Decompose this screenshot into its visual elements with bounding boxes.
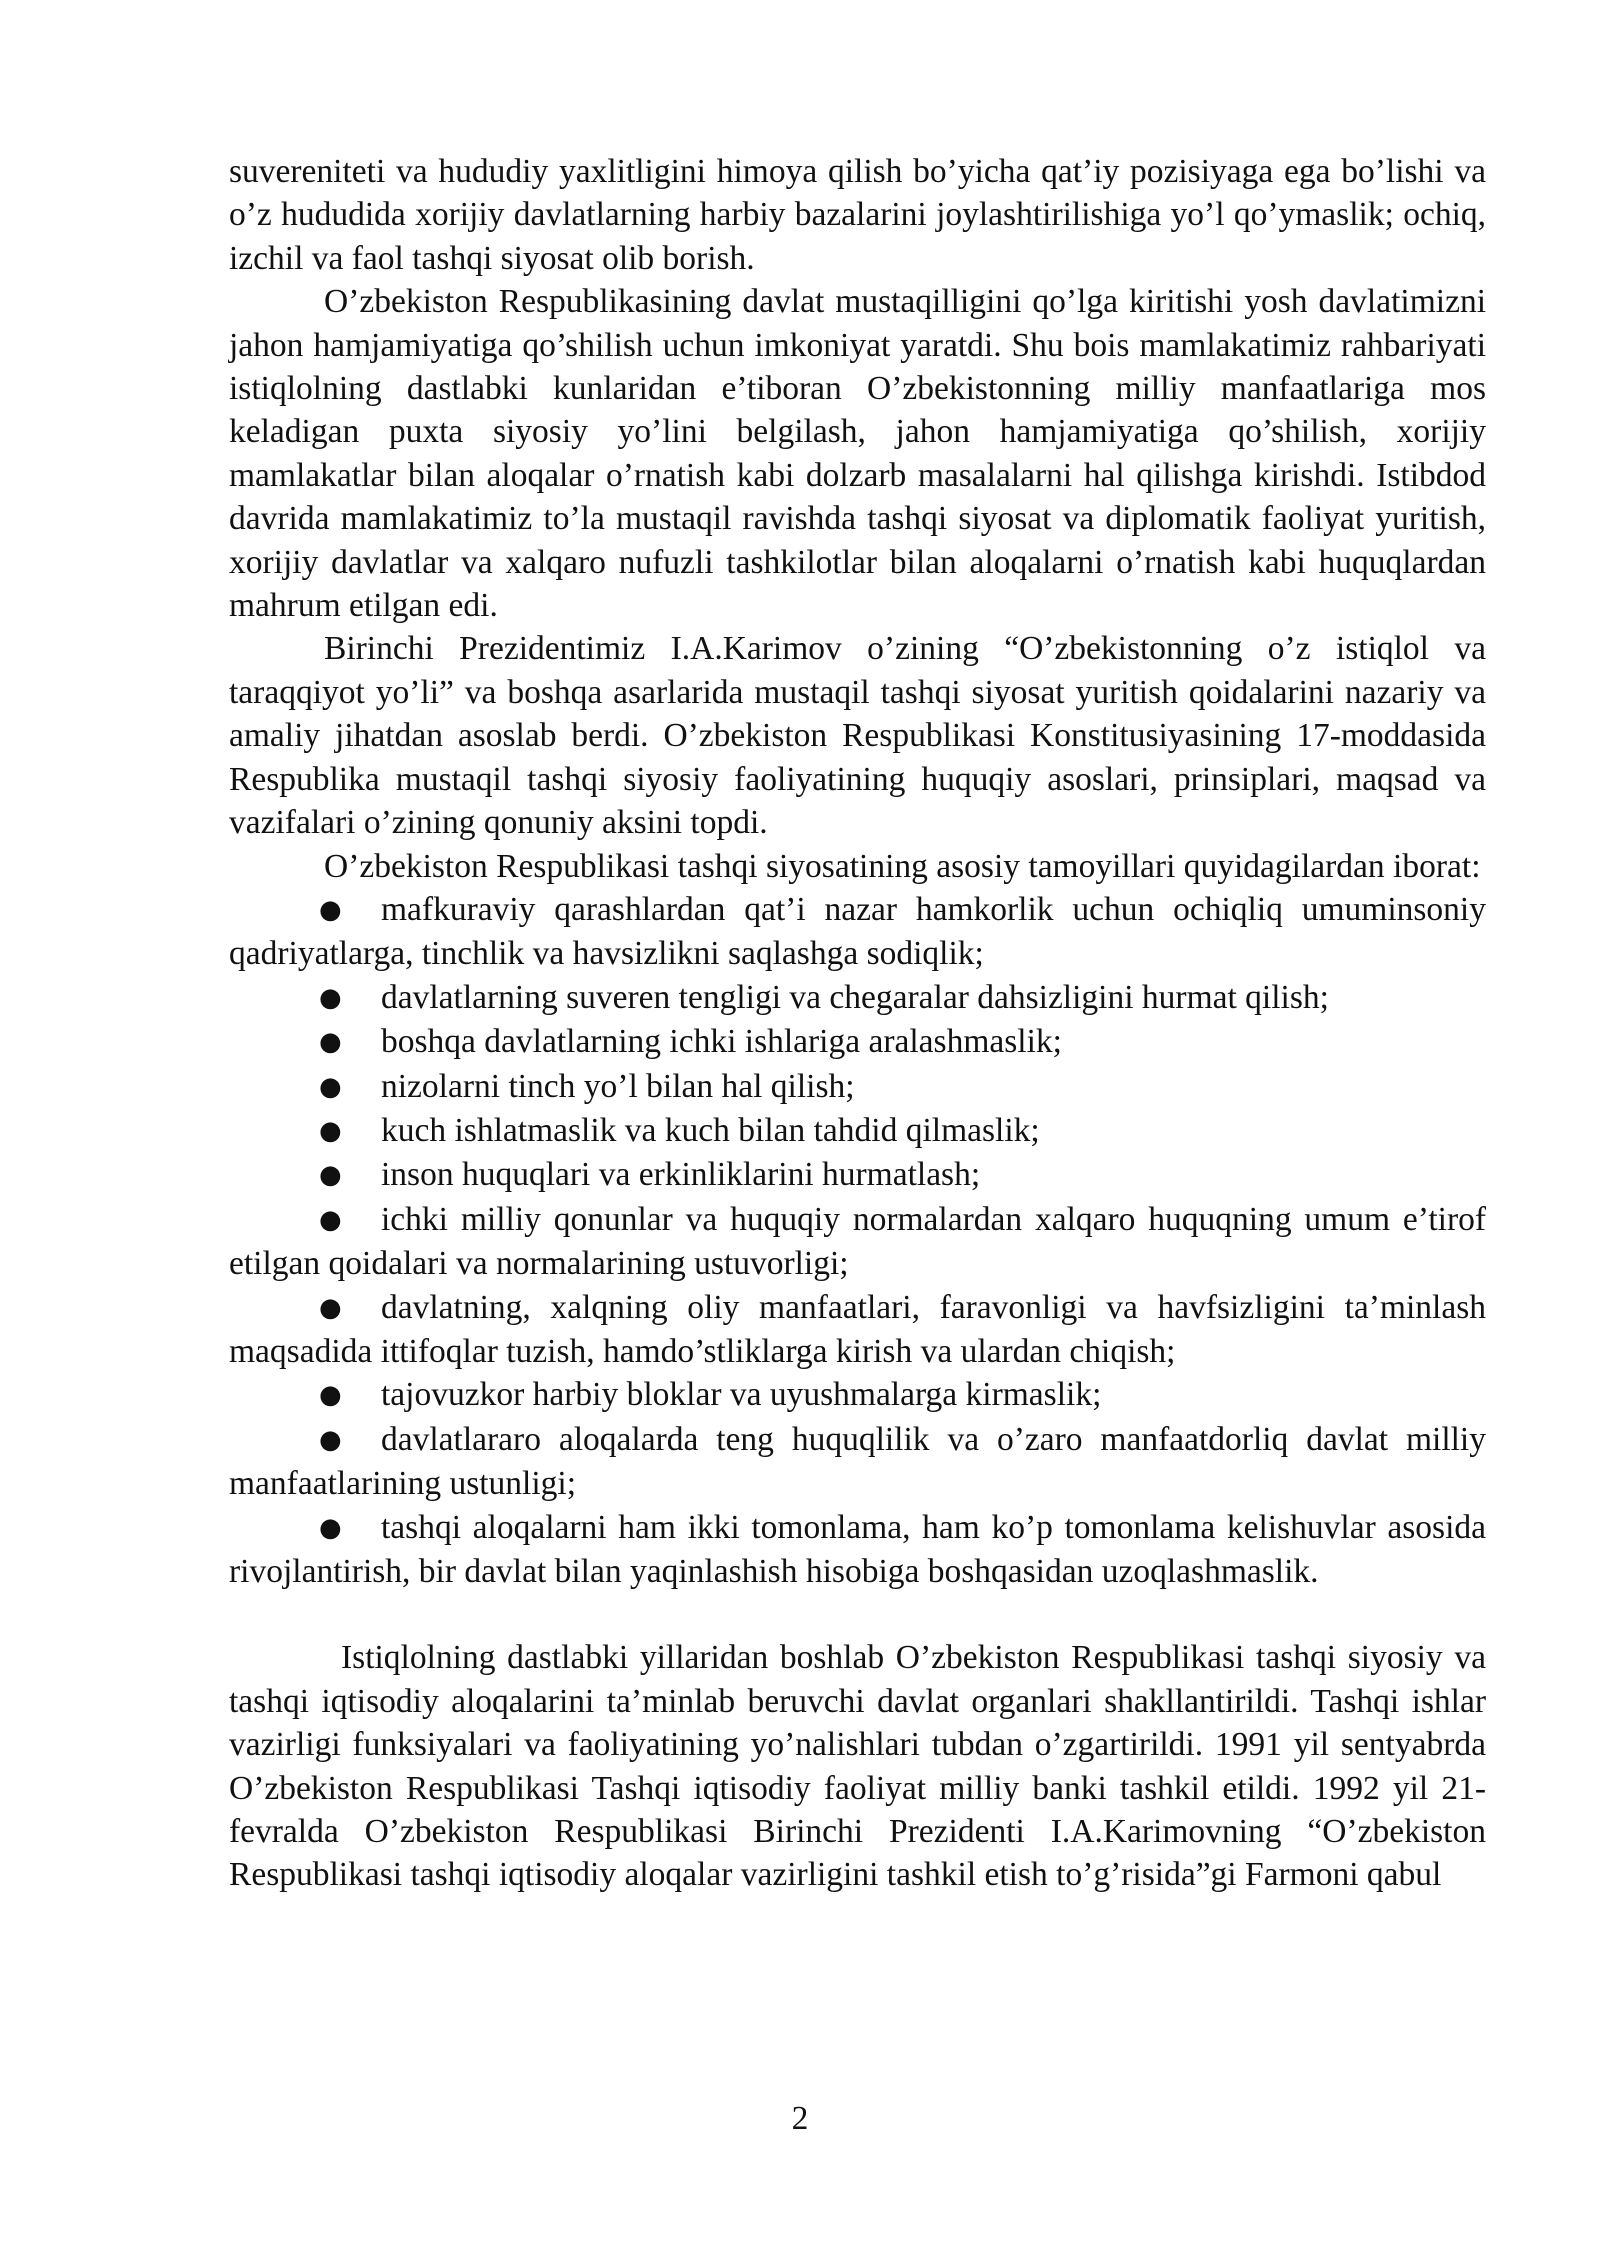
list-item — [229, 1286, 1486, 1374]
list-item-text: ichki milliy qonunlar va huquqiy normalardan xalqaro huquqning umum e’tirof etilgan qoidalari va normalarining ustuvorligi; — [229, 1200, 1486, 1283]
bullet-icon: ● — [319, 1071, 342, 1102]
list-item-text: davlatlararo aloqalarda teng huquqlilik va o’zaro manfaatdorliq davlat milliy manfaatlarining ustunligi; — [229, 1420, 1486, 1503]
list-item — [229, 1373, 1486, 1417]
bullet-icon: ● — [319, 1512, 342, 1543]
paragraph-state-organs: Istiqlolning dastlabki yillaridan boshlab O’zbekiston Respublikasi tashqi siyosiy va tashqi iqtisodiy aloqalarini ta’minlab beruvchi davlat organlari shakllantirildi. Tashqi ishlar vazirligi funksiyalari va faoliyatining yo’nalishlari tubdan o’zgartirildi. 1991 yil sentyabrda O’zbekiston Respublikasi Tashqi iqtisodiy faoliyat milliy banki tashkil etildi. 1992 yil 21-fevralda O’zbekiston Respublikasi Birinchi Prezidenti I.A.Karimovning “O’zbekiston Respublikasi tashqi iqtisodiy aloqalar vazirligini tashkil etish to’g’risida”gi Farmoni qabul — [229, 1639, 1486, 1894]
bullet-icon: ● — [319, 1160, 342, 1191]
list-item-text: boshqa davlatlarning ichki ishlariga aralashmaslik; — [381, 1023, 1062, 1061]
bullet-icon: ● — [319, 1292, 342, 1323]
bullet-icon: ● — [319, 1027, 342, 1058]
list-item-text: nizolarni tinch yo’l bilan hal qilish; — [381, 1067, 855, 1105]
paragraph-spacer — [229, 1593, 1486, 1636]
list-item-text: inson huquqlari va erkinliklarini hurmatlash; — [381, 1156, 981, 1194]
bullet-icon: ● — [319, 1380, 342, 1411]
principles-list — [229, 888, 1486, 1594]
list-item — [229, 1418, 1486, 1506]
bullet-icon: ● — [319, 1115, 342, 1146]
list-item — [229, 1198, 1486, 1286]
paragraph-principles-intro: O’zbekiston Respublikasi tashqi siyosatining asosiy tamoyillari quyidagilardan iborat: — [324, 847, 1481, 885]
paragraph-karimov: Birinchi Prezidentimiz I.A.Karimov o’zining “O’zbekistonning o’z istiqlol va taraqqiyot yo’li” va boshqa asarlarida mustaqil tashqi siyosat yuritish qoidalarini nazariy va amaliy jihatdan asoslab berdi. O’zbekiston Respublikasi Konstitusiyasining 17-moddasida Respublika mustaqil tashqi siyosiy faoliyatining huquqiy asoslari, prinsiplari, maqsad va vazifalari o’zining qonuniy aksini topdi. — [229, 630, 1486, 842]
list-item-text: davlatlarning suveren tengligi va chegaralar dahsizligini hurmat qilish; — [381, 978, 1329, 1016]
document-page — [229, 150, 1486, 1897]
bullet-icon: ● — [319, 894, 342, 925]
bullet-icon: ● — [319, 982, 342, 1013]
paragraph-continuation: suvereniteti va hududiy yaxlitligini himoya qilish bo’yicha qat’iy pozisiyaga ega bo’lishi va o’z hududida xorijiy davlatlarning harbiy bazalarini joylashtirilishiga yo’l qo’ymaslik; ochiq, izchil va faol tashqi siyosat olib borish. — [229, 153, 1486, 277]
list-item — [229, 1153, 1486, 1197]
page-number: 2 — [791, 2100, 809, 2137]
list-item — [229, 1065, 1486, 1109]
bullet-icon: ● — [319, 1204, 342, 1235]
list-item — [229, 1020, 1486, 1064]
bullet-icon: ● — [319, 1424, 342, 1455]
list-item-text: tashqi aloqalarni ham ikki tomonlama, ham ko’p tomonlama kelishuvlar asosida rivojlantirish, bir davlat bilan yaqinlashish hisobiga boshqasidan uzoqlashmaslik. — [229, 1508, 1486, 1590]
list-item — [229, 888, 1486, 976]
list-item-text: davlatning, xalqning oliy manfaatlari, faravonligi va havfsizligini ta’minlash maqsadida ittifoqlar tuzish, hamdo’stliklarga kirish va ulardan chiqish; — [229, 1288, 1486, 1370]
paragraph-independence: O’zbekiston Respublikasining davlat mustaqilligini qo’lga kiritishi yosh davlatimizni jahon hamjamiyatiga qo’shilish uchun imkoniyat yaratdi. Shu bois mamlakatimiz rahbariyati istiqlolning dastlabki kunlaridan e’tiboran O’zbekistonning milliy manfaatlariga mos keladigan puxta siyosiy yo’lini belgilash, jahon hamjamiyatiga qo’shilish, xorijiy mamlakatlar bilan aloqalar o’rnatish kabi dolzarb masalalarni hal qilishga kirishdi. Istibdod davrida mamlakatimiz to’la mustaqil ravishda tashqi siyosat va diplomatik faoliyat yuritish, xorijiy davlatlar va xalqaro nufuzli tashkilotlar bilan aloqalarni o’rnatish kabi huquqlardan mahrum etilgan edi. — [229, 283, 1486, 625]
list-item — [229, 1506, 1486, 1594]
list-item — [229, 1109, 1486, 1153]
list-item-text: tajovuzkor harbiy bloklar va uyushmalarga kirmaslik; — [381, 1376, 1102, 1414]
list-item — [229, 976, 1486, 1020]
list-item-text: mafkuraviy qarashlardan qat’i nazar hamkorlik uchun ochiqliq umuminsoniy qadriyatlarga, tinchlik va havsizlikni saqlashga sodiqlik; — [229, 890, 1486, 973]
list-item-text: kuch ishlatmaslik va kuch bilan tahdid qilmaslik; — [381, 1111, 1040, 1149]
